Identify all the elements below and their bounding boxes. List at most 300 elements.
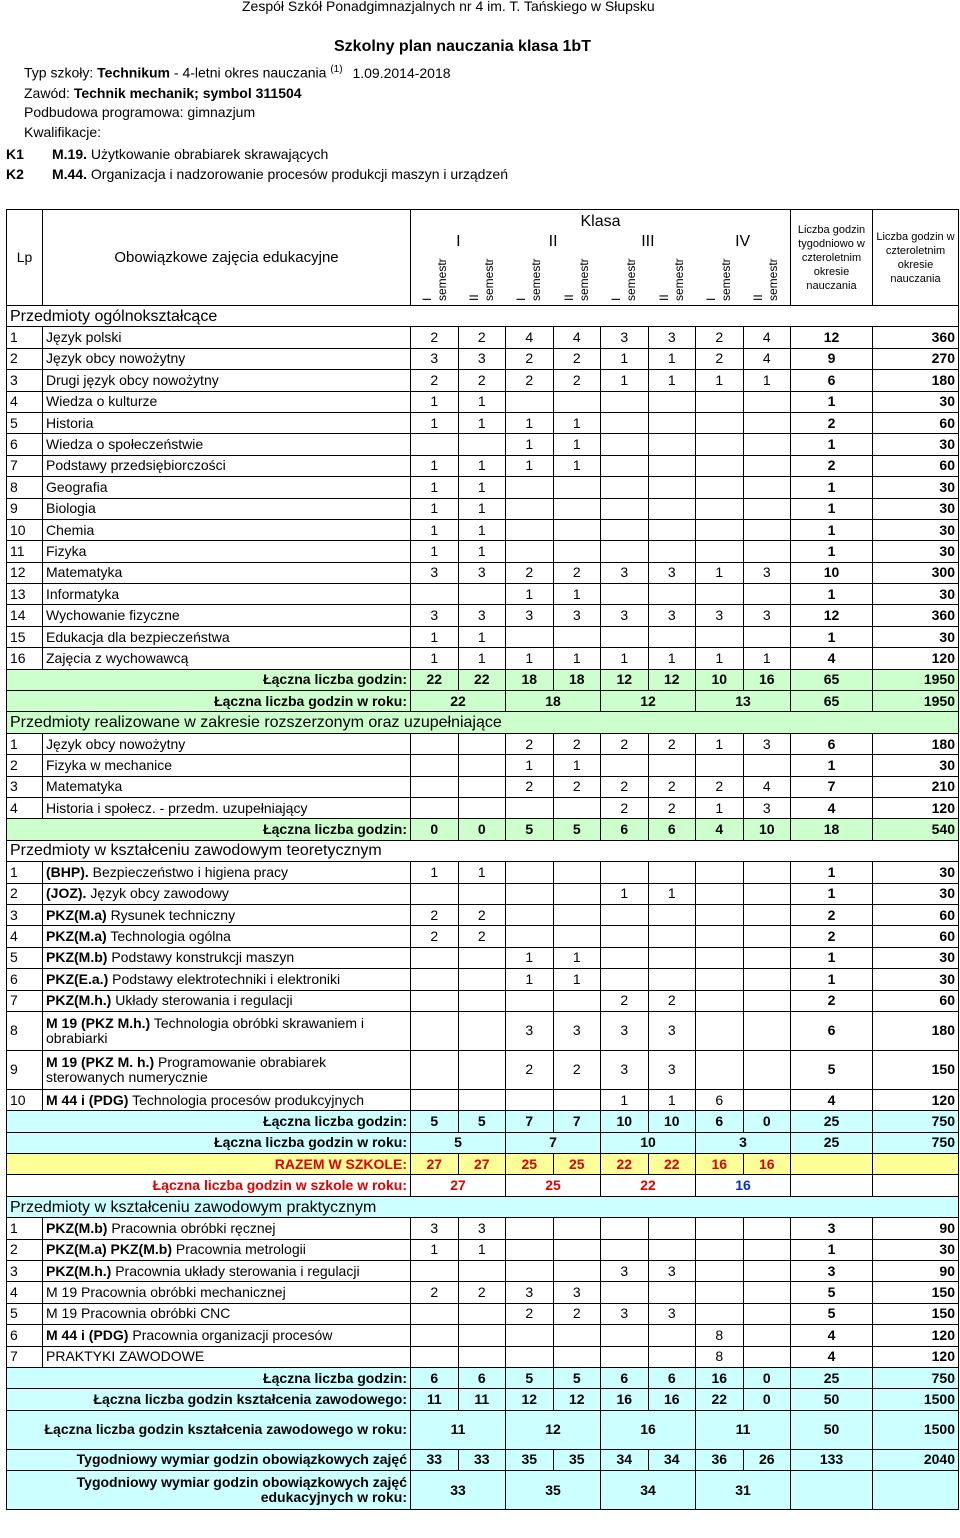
- sum-value: 6: [696, 1111, 744, 1132]
- semester-label-text: I semestr: [703, 257, 733, 301]
- total-hours: 60: [873, 904, 959, 925]
- semester-hours: 1: [601, 370, 649, 391]
- subject-row: [7, 605, 959, 626]
- sum-value: 6: [411, 1367, 459, 1388]
- subject-name-text: Pracownia układy sterowania i regulacji: [115, 1262, 360, 1279]
- semester-hours: 3: [458, 562, 506, 583]
- year-sum-value: 18: [506, 691, 601, 712]
- lp-cell: 9: [7, 498, 43, 519]
- sum-value: 16: [648, 1389, 696, 1410]
- sum-total: [873, 1154, 959, 1175]
- semester-hours: 1: [506, 755, 554, 776]
- total-hours: 30: [873, 434, 959, 455]
- semester-hours: 3: [601, 327, 649, 348]
- subject-row: [7, 1325, 959, 1346]
- semester-hours: [696, 1011, 744, 1050]
- sum-weekly: 50: [791, 1389, 873, 1410]
- zawod-value: Technik mechanik; symbol 311504: [73, 85, 302, 101]
- type-value: Technikum: [97, 64, 171, 81]
- semester-hours: [648, 1218, 696, 1239]
- subject-row: [7, 755, 959, 776]
- year-sum-total: 1950: [873, 691, 959, 712]
- sum-total: 2040: [873, 1449, 959, 1470]
- sum-value: 11: [458, 1389, 506, 1410]
- semester-hours: 2: [411, 327, 459, 348]
- semester-hours: 2: [648, 990, 696, 1011]
- subject-code: M 19 (PKZ M. h.): [46, 1053, 155, 1070]
- weekly-hours: 2: [791, 990, 873, 1011]
- semester-label-text: II semestr: [656, 257, 686, 301]
- subject-name-text: Chemia: [46, 521, 95, 538]
- weekly-hours: 3: [791, 1261, 873, 1282]
- sum-value: 10: [601, 1111, 649, 1132]
- semester-hours: [648, 1239, 696, 1260]
- subject-name: [43, 1303, 411, 1324]
- sum-row: [7, 669, 959, 690]
- total-header: Liczba godzin w czteroletnim okresie nauczania: [873, 210, 959, 306]
- year-sum-value: 13: [696, 691, 791, 712]
- lp-cell: 4: [7, 926, 43, 947]
- total-hours: 30: [873, 391, 959, 412]
- subject-row: [7, 498, 959, 519]
- semester-hours: 1: [411, 412, 459, 433]
- subject-row: [7, 541, 959, 562]
- semester-hours: [506, 391, 554, 412]
- subject-row: [7, 883, 959, 904]
- year-sum-total: [873, 1175, 959, 1196]
- lp-cell: 10: [7, 519, 43, 540]
- subject-row: [7, 348, 959, 369]
- semester-hours: 1: [506, 455, 554, 476]
- year-sum-value: 34: [601, 1471, 696, 1510]
- semester-hours: 2: [553, 1303, 601, 1324]
- semester-hours: 3: [648, 1011, 696, 1050]
- semester-hours: [458, 1303, 506, 1324]
- semester-hours: [648, 755, 696, 776]
- semester-hours: [696, 1303, 744, 1324]
- total-hours: 120: [873, 1325, 959, 1346]
- semester-hours: [743, 1239, 791, 1260]
- sum-label: Tygodniowy wymiar godzin obowiązkowych zajęć: [7, 1449, 411, 1470]
- weekly-hours: 4: [791, 1089, 873, 1110]
- semester-hours: [411, 733, 459, 754]
- total-hours: 60: [873, 455, 959, 476]
- sum-value: 0: [458, 819, 506, 840]
- semester-label-text: II semestr: [751, 257, 781, 301]
- subject-name-text: Zajęcia z wychowawcą: [46, 649, 189, 666]
- subject-name: [43, 1325, 411, 1346]
- semester-hours: [411, 1011, 459, 1050]
- semester-hours: [458, 1261, 506, 1282]
- semester-hours: [648, 455, 696, 476]
- subject-row: [7, 797, 959, 818]
- semester-hours: [553, 626, 601, 647]
- sum-value: 0: [743, 1367, 791, 1388]
- semester-hours: 1: [553, 434, 601, 455]
- sum-value: 22: [411, 669, 459, 690]
- semester-hours: [696, 519, 744, 540]
- sum-value: 27: [411, 1154, 459, 1175]
- semester-hours: [696, 541, 744, 562]
- semester-hours: [411, 1089, 459, 1110]
- semester-hours: 1: [458, 519, 506, 540]
- semester-hours: [601, 541, 649, 562]
- sum-label: Łączna liczba godzin:: [7, 669, 411, 690]
- semester-hours: [743, 990, 791, 1011]
- subject-code: M 44 i (PDG): [46, 1326, 129, 1343]
- year-sum-weekly: 65: [791, 691, 873, 712]
- semester-hours: [601, 1218, 649, 1239]
- lp-cell: 10: [7, 1089, 43, 1110]
- semester-hours: 2: [601, 990, 649, 1011]
- year-2-label: II: [548, 232, 558, 250]
- subject-code: M 44 i (PDG): [46, 1091, 129, 1108]
- sum-value: 4: [696, 819, 744, 840]
- sum-value: 5: [553, 819, 601, 840]
- subject-code: (BHP).: [46, 863, 89, 880]
- year-1-label: I: [456, 232, 461, 250]
- semester-hours: 1: [411, 477, 459, 498]
- page-title: Szkolny plan nauczania klasa 1bT: [334, 38, 591, 55]
- subject-name: [43, 455, 411, 476]
- semester-hours: 1: [506, 584, 554, 605]
- section-row: [7, 840, 959, 861]
- year-sum-value: 10: [601, 1132, 696, 1153]
- semester-hours: [648, 1325, 696, 1346]
- subject-code: PKZ(M.b): [46, 1219, 108, 1236]
- semester-hours: 3: [743, 733, 791, 754]
- semester-label: [648, 251, 695, 305]
- type-rest: - 4-letni okres nauczania: [173, 64, 327, 81]
- total-hours: 30: [873, 477, 959, 498]
- subject-row: [7, 1239, 959, 1260]
- semester-hours: 1: [458, 541, 506, 562]
- weekly-hours: 2: [791, 412, 873, 433]
- sum-value: 36: [696, 1449, 744, 1470]
- sum-value: 35: [553, 1449, 601, 1470]
- kwalifikacje-label: Kwalifikacje:: [24, 124, 102, 140]
- sum-value: 33: [458, 1449, 506, 1470]
- semester-hours: [601, 947, 649, 968]
- subject-name: [43, 605, 411, 626]
- semester-hours: 2: [458, 926, 506, 947]
- sum-value: 22: [458, 669, 506, 690]
- subject-name: [43, 348, 411, 369]
- semester-hours: [743, 498, 791, 519]
- subject-name: [43, 797, 411, 818]
- lp-cell: 4: [7, 1282, 43, 1303]
- semester-hours: [458, 733, 506, 754]
- subject-row: [7, 327, 959, 348]
- semester-hours: [458, 990, 506, 1011]
- semester-hours: 3: [743, 562, 791, 583]
- semester-hours: [601, 434, 649, 455]
- sum-label: Łączna liczba godzin:: [7, 1111, 411, 1132]
- semester-hours: 3: [601, 1011, 649, 1050]
- sum-value: 35: [506, 1449, 554, 1470]
- semester-hours: [696, 1261, 744, 1282]
- semester-hours: [506, 498, 554, 519]
- sum-value: 12: [553, 1389, 601, 1410]
- semester-hours: 3: [648, 562, 696, 583]
- sum-value: 5: [411, 1111, 459, 1132]
- semester-hours: [458, 776, 506, 797]
- subject-row: [7, 648, 959, 669]
- semester-hours: 1: [601, 348, 649, 369]
- subject-row: [7, 904, 959, 925]
- total-hours: 150: [873, 1050, 959, 1089]
- sum-total: 540: [873, 819, 959, 840]
- year-sum-total: 750: [873, 1132, 959, 1153]
- subject-name: [43, 1239, 411, 1260]
- semester-hours: [743, 1261, 791, 1282]
- semester-hours: [458, 584, 506, 605]
- total-hours: 120: [873, 648, 959, 669]
- weekly-hours: 5: [791, 1282, 873, 1303]
- year-sum-value: 5: [411, 1132, 506, 1153]
- weekly-hours: 6: [791, 733, 873, 754]
- semester-hours: [696, 434, 744, 455]
- zawod: [24, 85, 302, 101]
- semester-hours: [743, 1303, 791, 1324]
- sum-value: 16: [696, 1367, 744, 1388]
- semester-hours: [553, 883, 601, 904]
- subject-name: [43, 391, 411, 412]
- semester-hours: [743, 477, 791, 498]
- total-hours: 120: [873, 797, 959, 818]
- semester-hours: 1: [648, 648, 696, 669]
- subject-name-text: Technologia ogólna: [110, 928, 231, 945]
- semester-hours: 1: [458, 626, 506, 647]
- subject-code: PKZ(M.b): [46, 949, 108, 966]
- year-sum-value: 7: [506, 1132, 601, 1153]
- semester-hours: [601, 862, 649, 883]
- subject-name: [43, 1346, 411, 1367]
- semester-hours: 2: [506, 776, 554, 797]
- podbudowa: Podbudowa programowa: gimnazjum: [24, 104, 256, 120]
- semester-hours: 2: [411, 370, 459, 391]
- subject-name-text: Edukacja dla bezpieczeństwa: [46, 628, 230, 645]
- semester-hours: 1: [411, 862, 459, 883]
- section-title: Przedmioty realizowane w zakresie rozszerzonym oraz uzupełniające: [7, 712, 959, 733]
- semester-hours: 1: [458, 648, 506, 669]
- year-sum-label: Łączna liczba godzin w roku:: [7, 691, 411, 712]
- semester-label: [506, 251, 553, 305]
- semester-hours: [411, 776, 459, 797]
- semester-hours: [553, 1089, 601, 1110]
- semester-label-text: I semestr: [419, 257, 449, 301]
- year-sum-row: [7, 1471, 959, 1510]
- semester-label: [411, 251, 458, 305]
- semester-hours: [506, 477, 554, 498]
- year-labels: [411, 233, 790, 251]
- sum-weekly: 25: [791, 1111, 873, 1132]
- sum-row: [7, 819, 959, 840]
- semester-hours: 1: [411, 498, 459, 519]
- year-sum-value: 12: [601, 691, 696, 712]
- subject-name-text: Matematyka: [46, 564, 123, 581]
- sum-total: 1500: [873, 1389, 959, 1410]
- weekly-hours: 12: [791, 327, 873, 348]
- sum-value: 22: [601, 1154, 649, 1175]
- semester-hours: [458, 947, 506, 968]
- semester-hours: [601, 1239, 649, 1260]
- k2-id: M.44.: [52, 166, 88, 182]
- type-sup: (1): [330, 64, 343, 75]
- subject-name-text: Informatyka: [46, 585, 120, 602]
- semester-hours: [553, 797, 601, 818]
- lp-cell: 12: [7, 562, 43, 583]
- subject-row: [7, 926, 959, 947]
- sum-value: 16: [743, 1154, 791, 1175]
- semester-hours: 2: [696, 327, 744, 348]
- lp-cell: 13: [7, 584, 43, 605]
- semester-hours: [696, 477, 744, 498]
- weekly-hours: 4: [791, 1325, 873, 1346]
- subject-name: [43, 755, 411, 776]
- semester-hours: [601, 412, 649, 433]
- semester-hours: 3: [601, 562, 649, 583]
- semester-hours: [411, 947, 459, 968]
- semester-hours: 3: [743, 797, 791, 818]
- klasa-header: [411, 210, 791, 306]
- semester-hours: [506, 626, 554, 647]
- semester-hours: 3: [411, 348, 459, 369]
- total-hours: 30: [873, 626, 959, 647]
- semester-hours: [648, 947, 696, 968]
- subject-row: [7, 1282, 959, 1303]
- year-sum-value: 33: [411, 1471, 506, 1510]
- semester-hours: [553, 519, 601, 540]
- sum-value: 12: [601, 669, 649, 690]
- semester-hours: [506, 904, 554, 925]
- subject-code: PKZ(M.a): [46, 928, 107, 945]
- semester-hours: 1: [506, 969, 554, 990]
- subject-name: [43, 947, 411, 968]
- semester-hours: [648, 626, 696, 647]
- weekly-hours: 4: [791, 1346, 873, 1367]
- semester-hours: 2: [553, 348, 601, 369]
- klasa-label: Klasa: [580, 212, 621, 230]
- sum-value: 0: [743, 1389, 791, 1410]
- qualification-k1: [6, 146, 328, 162]
- lp-cell: 9: [7, 1050, 43, 1089]
- subject-row: [7, 477, 959, 498]
- subject-code: M 19 (PKZ M.h.): [46, 1014, 151, 1031]
- sum-value: 5: [506, 819, 554, 840]
- subject-row: [7, 969, 959, 990]
- semester-hours: 1: [458, 498, 506, 519]
- semester-hours: 1: [458, 477, 506, 498]
- semester-hours: 2: [458, 904, 506, 925]
- semester-hours: [696, 1050, 744, 1089]
- semester-hours: [553, 1346, 601, 1367]
- total-hours: 60: [873, 412, 959, 433]
- section-title: Przedmioty ogólnokształcące: [7, 306, 959, 327]
- semester-hours: 6: [696, 1089, 744, 1110]
- semester-hours: 3: [743, 605, 791, 626]
- semester-hours: [411, 434, 459, 455]
- k2-code: K2: [6, 166, 24, 182]
- subject-code: PKZ(M.h.): [46, 992, 112, 1009]
- subject-name-text: Geografia: [46, 478, 108, 495]
- semester-hours: 2: [458, 370, 506, 391]
- semester-hours: [411, 990, 459, 1011]
- semester-hours: [743, 584, 791, 605]
- semester-hours: [553, 904, 601, 925]
- subject-name: [43, 498, 411, 519]
- subject-name-text: Język obcy nowożytny: [46, 350, 186, 367]
- semester-hours: [743, 626, 791, 647]
- semester-hours: 1: [458, 412, 506, 433]
- semester-hours: [648, 969, 696, 990]
- weekly-hours: 1: [791, 947, 873, 968]
- semester-hours: 1: [601, 883, 649, 904]
- semester-hours: 1: [553, 947, 601, 968]
- semester-hours: 3: [648, 327, 696, 348]
- k1-id: M.19.: [52, 146, 88, 162]
- subject-name-text: Podstawy przedsiębiorczości: [46, 457, 226, 474]
- semester-hours: 1: [411, 648, 459, 669]
- total-hours: 360: [873, 327, 959, 348]
- semester-hours: [553, 391, 601, 412]
- sum-value: 26: [743, 1449, 791, 1470]
- semester-hours: [553, 990, 601, 1011]
- sum-value: 22: [648, 1154, 696, 1175]
- sum-value: 7: [506, 1111, 554, 1132]
- lp-cell: 4: [7, 797, 43, 818]
- semester-hours: [743, 1050, 791, 1089]
- weekly-hours: 5: [791, 1303, 873, 1324]
- lp-cell: 6: [7, 434, 43, 455]
- lp-cell: 2: [7, 755, 43, 776]
- semester-hours: [411, 1303, 459, 1324]
- subject-row: [7, 776, 959, 797]
- semester-hours: 3: [648, 1050, 696, 1089]
- semester-hours: [411, 1261, 459, 1282]
- semester-hours: [743, 1282, 791, 1303]
- sum-weekly: 25: [791, 1367, 873, 1388]
- lp-cell: 1: [7, 862, 43, 883]
- semester-hours: [506, 1346, 554, 1367]
- sum-value: 11: [411, 1389, 459, 1410]
- semester-hours: 3: [601, 1303, 649, 1324]
- lp-cell: 8: [7, 1011, 43, 1050]
- semester-hours: [411, 969, 459, 990]
- sum-row: [7, 1154, 959, 1175]
- subject-name-text: Fizyka w mechanice: [46, 756, 173, 773]
- semester-label: [743, 251, 790, 305]
- sum-total: 750: [873, 1111, 959, 1132]
- semester-hours: [696, 969, 744, 990]
- year-3-label: III: [641, 232, 655, 250]
- subject-name: [43, 776, 411, 797]
- semester-hours: 2: [553, 733, 601, 754]
- semester-hours: [743, 883, 791, 904]
- semester-hours: 2: [696, 348, 744, 369]
- semester-hours: [506, 1218, 554, 1239]
- total-hours: 180: [873, 1011, 959, 1050]
- subject-row: [7, 434, 959, 455]
- subject-name-text: PRAKTYKI ZAWODOWE: [46, 1348, 205, 1365]
- subject-name: [43, 926, 411, 947]
- subject-name-text: Podstawy elektrotechniki i elektroniki: [112, 970, 341, 987]
- semester-hours: 2: [648, 776, 696, 797]
- semester-hours: [458, 434, 506, 455]
- total-hours: 30: [873, 498, 959, 519]
- sum-value: 27: [458, 1154, 506, 1175]
- subject-name: [43, 412, 411, 433]
